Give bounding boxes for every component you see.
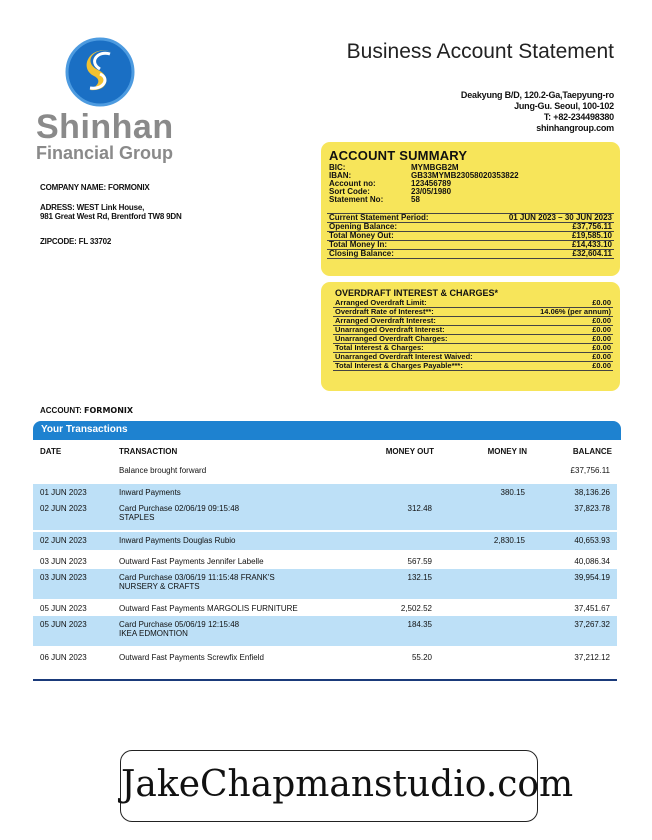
tx-description-line: NURSERY & CRAFTS (119, 582, 200, 591)
overdraft-label: Arranged Overdraft Limit: (333, 299, 516, 308)
summary-value: 01 JUN 2023 – 30 JUN 2023 (468, 214, 614, 223)
overdraft-label: Unarranged Overdraft Interest: (333, 326, 516, 335)
summary-value: £37,756.11 (468, 223, 614, 232)
table-bottom-divider (33, 679, 617, 681)
summary-value: £32,604.11 (468, 250, 614, 259)
overdraft-label: Total Interest & Charges Payable***: (333, 362, 516, 371)
tx-balance: 37,267.32 (574, 620, 610, 629)
tx-balance: 38,136.26 (574, 488, 610, 497)
column-money-out: MONEY OUT (385, 447, 434, 456)
tx-balance: 40,653.93 (574, 536, 610, 545)
tx-description-line: IKEA EDMONTION (119, 629, 188, 638)
tx-money-in: 380.15 (500, 488, 525, 497)
field-value: 123456789 (411, 179, 452, 188)
address-line: T: +82-234498380 (543, 112, 614, 122)
tx-money-out: 184.35 (407, 620, 432, 629)
tx-description-line: Card Purchase 05/06/19 12:15:48 (119, 620, 240, 629)
transaction-row (33, 649, 617, 665)
tx-money-out: 567.59 (407, 557, 432, 566)
field-label: Statement No: (329, 195, 384, 204)
transaction-row (33, 553, 617, 569)
tx-description: Inward Payments Douglas Rubio (119, 536, 236, 545)
transactions-title: Your Transactions (41, 424, 128, 435)
company-address-line1: ADRESS: WEST Link House, (40, 203, 145, 212)
overdraft-table (333, 299, 613, 371)
tx-description (119, 504, 239, 522)
tx-money-out: 312.48 (407, 504, 432, 513)
field-label: BIC: (329, 163, 346, 172)
tx-money-out: 55.20 (411, 653, 432, 662)
tx-money-out: 132.15 (407, 573, 432, 582)
tx-description: Outward Fast Payments MARGOLIS FURNITURE (119, 604, 298, 613)
tx-description-line: STAPLES (119, 513, 155, 522)
summary-table (327, 213, 614, 259)
company-zipcode: ZIPCODE: FL 33702 (40, 237, 112, 246)
transactions-header-bar (33, 421, 621, 440)
account-label (40, 406, 133, 415)
tx-description: Outward Fast Payments Jennifer Labelle (119, 557, 264, 566)
overdraft-value: £0.00 (516, 299, 613, 308)
tx-balance: 37,823.78 (574, 504, 610, 513)
field-value: 58 (411, 195, 420, 204)
tx-description (119, 620, 239, 638)
summary-row (327, 250, 614, 259)
overdraft-heading: OVERDRAFT INTEREST & CHARGES* (335, 288, 499, 298)
field-value: MYMBGB2M (411, 163, 459, 172)
tx-date: 01 JUN 2023 (40, 488, 87, 497)
summary-value: £14,433.10 (468, 241, 614, 250)
brand-subtitle: Financial Group (36, 143, 174, 163)
tx-date: 02 JUN 2023 (40, 504, 87, 513)
tx-description: Inward Payments (119, 488, 181, 497)
account-label-text: ACCOUNT: (40, 406, 82, 415)
summary-label: Total Money In: (327, 241, 468, 250)
tx-balance: 39,954.19 (574, 573, 610, 582)
transaction-row (33, 484, 617, 500)
column-date: DATE (40, 447, 62, 456)
tx-balance: 40,086.34 (574, 557, 610, 566)
tx-date: 02 JUN 2023 (40, 536, 87, 545)
field-label: Account no: (329, 179, 376, 188)
tx-date: 03 JUN 2023 (40, 573, 87, 582)
tx-balance: 37,451.67 (574, 604, 610, 613)
account-details (329, 164, 519, 204)
overdraft-value: £0.00 (516, 362, 613, 371)
account-name: FORMONIX (84, 406, 134, 415)
transaction-row (33, 462, 617, 480)
address-line: Jung-Gu. Seoul, 100-102 (514, 101, 614, 111)
account-summary-panel (321, 142, 620, 276)
company-name: COMPANY NAME: FORMONIX (40, 183, 150, 192)
tx-description (119, 573, 275, 591)
summary-label: Current Statement Period: (327, 214, 468, 223)
overdraft-label: Unarranged Overdraft Charges: (333, 335, 516, 344)
tx-description: Balance brought forward (119, 466, 207, 475)
tx-balance: 37,212.12 (574, 653, 610, 662)
field-value: 23/05/1980 (411, 187, 452, 196)
field-label: IBAN: (329, 171, 352, 180)
overdraft-panel (321, 282, 620, 391)
overdraft-label: Arranged Overdraft Interest: (333, 317, 516, 326)
overdraft-row (333, 362, 613, 371)
tx-balance: £37,756.11 (570, 466, 610, 475)
tx-date: 06 JUN 2023 (40, 653, 87, 662)
tx-date: 05 JUN 2023 (40, 620, 87, 629)
transaction-row (33, 616, 617, 646)
tx-description-line: Card Purchase 02/06/19 09:15:48 (119, 504, 240, 513)
tx-date: 03 JUN 2023 (40, 557, 87, 566)
address-line: Deakyung B/D, 120.2-Ga,Taepyung-ro (460, 90, 614, 100)
column-money-in: MONEY IN (487, 447, 527, 456)
overdraft-value: £0.00 (516, 335, 613, 344)
overdraft-label: Unarranged Overdraft Interest Waived: (333, 353, 516, 362)
transaction-row (33, 569, 617, 599)
field-value: GB33MYMB23058020353822 (411, 171, 519, 180)
statement-title: Business Account Statement (346, 40, 614, 63)
overdraft-value: 14.06% (per annum) (516, 308, 613, 317)
bank-address (461, 90, 614, 134)
field-label: Sort Code: (329, 187, 370, 196)
overdraft-value: £0.00 (516, 353, 613, 362)
tx-money-in: 2,830.15 (493, 536, 525, 545)
summary-label: Opening Balance: (327, 223, 468, 232)
overdraft-label: Total Interest & Charges: (333, 344, 516, 353)
brand-name: Shinhan (36, 108, 174, 146)
transaction-row (33, 600, 617, 616)
tx-description-line: Card Purchase 03/06/19 11:15:48 FRANK'S (119, 573, 275, 582)
watermark-banner: JakeChapmanstudio.com (120, 750, 538, 822)
summary-value: £19,585.10 (468, 232, 614, 241)
column-transaction: TRANSACTION (119, 447, 178, 456)
transaction-row (33, 500, 617, 530)
company-address-line2: 981 Great West Rd, Brentford TW8 9DN (40, 212, 182, 221)
bank-website: shinhangroup.com (536, 123, 614, 133)
summary-label: Closing Balance: (327, 250, 468, 259)
account-summary-heading: ACCOUNT SUMMARY (329, 148, 468, 163)
tx-date: 05 JUN 2023 (40, 604, 87, 613)
transaction-row (33, 532, 617, 550)
summary-label: Total Money Out: (327, 232, 468, 241)
column-balance: BALANCE (572, 447, 612, 456)
tx-description: Outward Fast Payments Screwfix Enfield (119, 653, 264, 662)
overdraft-value: £0.00 (516, 344, 613, 353)
overdraft-value: £0.00 (516, 317, 613, 326)
overdraft-label: Overdraft Rate of Interest**: (333, 308, 516, 317)
shinhan-logo-icon (64, 34, 136, 110)
tx-money-out: 2,502.52 (400, 604, 432, 613)
overdraft-value: £0.00 (516, 326, 613, 335)
